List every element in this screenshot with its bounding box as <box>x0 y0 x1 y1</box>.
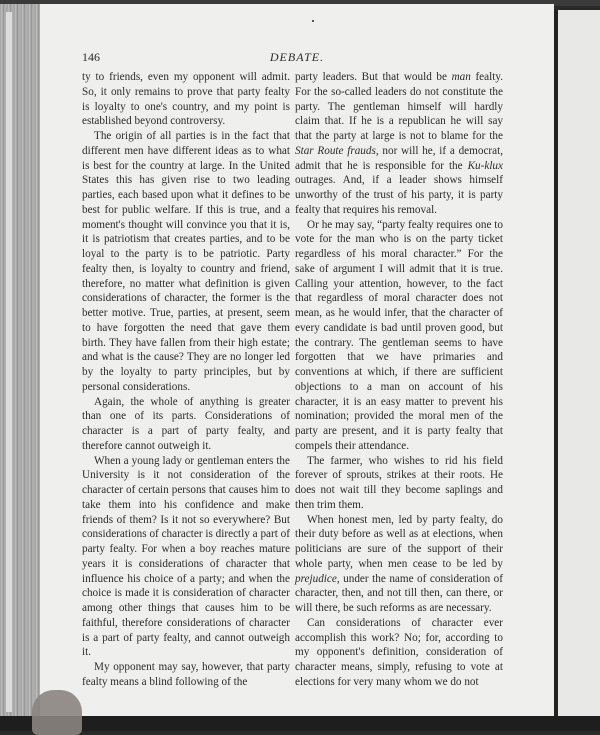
paragraph: My opponent may say, however, that party fealty means a blind following of the <box>82 661 290 688</box>
print-speck <box>312 20 314 22</box>
text-run: , under the name of consideration of character, then, and not till then, can there, or will there, be such reforms as are necessary. <box>295 572 503 614</box>
scan-bottom-edge <box>0 716 600 731</box>
page-number: 146 <box>82 50 100 64</box>
running-head <box>40 50 554 66</box>
italic-prejudice: prejudice <box>295 572 337 585</box>
paragraph: When a young lady or gentleman enters the University is it not consideration of the character of certain persons that causes him to take them into his confidence and make friends of them? Is it not so everywhere? But considerations of character is directly a part of party fealty. For when a boy reaches mature years it is considerations of character that influence his choice of a party; and when the choice is made it is consideration of character among other things that causes him to be faithful, therefore considerations of character is a part of party fealty, and cannot outweigh it. <box>82 454 290 659</box>
right-column <box>295 70 503 690</box>
paragraph <box>295 513 503 616</box>
scanner-thumb <box>32 690 82 735</box>
text-run: outrages. And, if a leader shows himself unworthy of the trust of his party, it is party fealty that requires his removal. <box>295 174 503 216</box>
paragraph: Or he may say, “party fealty requires one to vote for the man who is on the party ticket regardless of his moral character.” For the sake of argument I will admit that it is true. Calling your attention, however, to the fact that regardless of moral character does not mean, as he would infer, that the character of every candidate is bad until proven good, but the contrary. The gentleman seems to have forgotten that we have primaries and conventions at which, if there are sufficient objections to a man on account of his character, it is an easy matter to prevent his nomination; provided the moral men of the party are present, and it is party fealty that compels their attendance. <box>295 218 503 452</box>
paragraph: The farmer, who wishes to rid his field forever of sprouts, strikes at their roots. He does not wait till they become saplings and then trim them. <box>295 454 503 511</box>
paragraph <box>295 70 503 218</box>
book-page-edges <box>0 4 40 716</box>
text-run: nor will he, if a democrat, admit that he is responsible for the <box>295 144 504 172</box>
paragraph: Can considerations of character ever accomplish this work? No; for, according to my opponent's definition, consideration of character means, simply, refusing to vote at elections for very many whom we do not <box>295 616 503 688</box>
paragraph: Again, the whole of anything is greater than one of its parts. Considerations of character is a part of party fealty, and therefore cannot outweigh it. <box>82 395 290 452</box>
page-edge-highlight <box>6 12 12 712</box>
paragraph: ty to friends, even my opponent will admit. So, it only remains to prove that party fealty is loyalty to one's country, and my point is established beyond controversy. <box>82 71 290 128</box>
page-title: DEBATE. <box>269 50 325 64</box>
text-run: fealty. For the so-called leaders do not constitute the party. The gentleman himself will hardly claim that. If he is a republican he will say that the party at large is not to blame for the <box>295 71 503 142</box>
left-column <box>82 70 290 690</box>
italic-star-route: Star Route frauds, <box>295 144 379 157</box>
text-run: party leaders. But that would be <box>295 71 452 83</box>
text-run: When honest men, led by party fealty, do their duty before as well as at elections, when politicians are sure of the support of their whole party, when men cease to be led by <box>295 513 503 570</box>
facing-page-edge <box>558 10 600 731</box>
italic-ku-klux: Ku-klux <box>467 159 503 172</box>
italic-man: man <box>451 71 471 83</box>
book-page <box>40 4 554 716</box>
paragraph: The origin of all parties is in the fact that different men have different ideas as to what is best for the country at large. In the United States this has given rise to two leading parties, each based upon what it defines to be best for public welfare. If this is true, and a moment's thought will convince you that it is, it is patriotism that creates parties, and to be loyal to the party is to be patriotic. Party fealty then, is loyalty to country and friend, therefore, no matter what definition is given considerations of character, the former is the better motive. True, parties, at present, seem to have forgotten the need that gave them birth. They have fallen from their high estate; and what is the cause? They are no longer led by the loyalty to party principles, but by personal considerations. <box>82 130 290 393</box>
